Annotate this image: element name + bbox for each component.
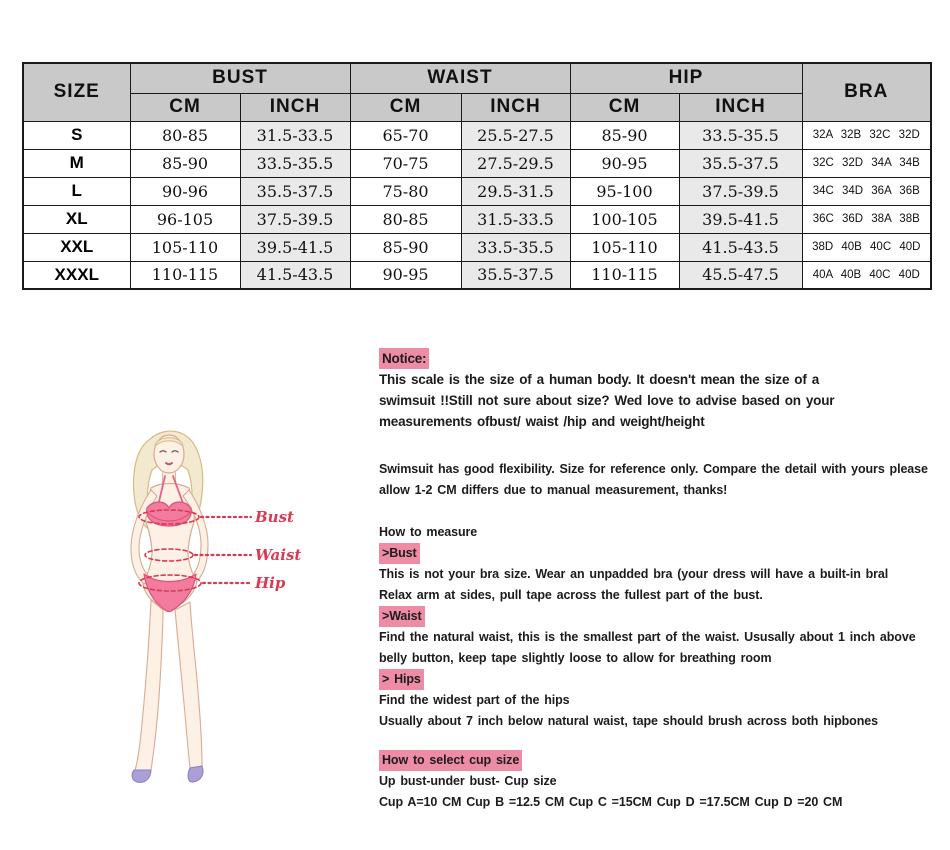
header-bust-cm: CM (130, 93, 240, 121)
notice-line: swimsuit !!Still not sure about size? Wed love to advise based on your (379, 393, 835, 408)
cell-bra: 32A 32B 32C 32D (802, 121, 931, 149)
waist-label: Waist (255, 546, 302, 564)
cell-bra: 40A 40B 40C 40D (802, 261, 931, 289)
cell-hip-cm: 90-95 (570, 149, 679, 177)
waist-instruction-line: Find the natural waist, this is the smallest part of the waist. Ususally about 1 inch above (379, 630, 916, 644)
header-waist-inch: INCH (461, 93, 570, 121)
notice-heading (379, 348, 939, 369)
notice-line: measurements ofbust/ waist /hip and weight/height (379, 414, 705, 429)
flexibility-line: Swimsuit has good flexibility. Size for reference only. Compare the detail with yours please (379, 462, 928, 476)
header-hip: HIP (570, 63, 802, 93)
hips-instruction-line: Find the widest part of the hips (379, 693, 570, 707)
header-hip-inch: INCH (679, 93, 802, 121)
hips-heading (379, 669, 939, 690)
cell-waist-cm: 90-95 (350, 261, 461, 289)
cell-hip-cm: 100-105 (570, 205, 679, 233)
notice-line: This scale is the size of a human body. It doesn't mean the size of a (379, 372, 820, 387)
info-column (379, 348, 939, 813)
table-row (23, 149, 931, 177)
cell-bust-inch: 33.5-35.5 (240, 149, 350, 177)
header-waist: WAIST (350, 63, 570, 93)
figure-left-shoe (132, 770, 151, 782)
cell-bust-cm: 105-110 (130, 233, 240, 261)
hips-heading-label: > Hips (379, 669, 424, 690)
cell-bra: 38D 40B 40C 40D (802, 233, 931, 261)
bust-label: Bust (255, 508, 294, 526)
cell-bra: 34C 34D 36A 36B (802, 177, 931, 205)
header-bust: BUST (130, 63, 350, 93)
figure-illustration (105, 424, 370, 824)
table-row (23, 177, 931, 205)
cell-bust-inch: 39.5-41.5 (240, 233, 350, 261)
table-row (23, 261, 931, 289)
cell-bust-cm: 80-85 (130, 121, 240, 149)
cell-bust-cm: 96-105 (130, 205, 240, 233)
figure-right-leg (175, 602, 202, 768)
cup-size-line: Up bust-under bust- Cup size (379, 774, 557, 788)
cell-waist-inch: 25.5-27.5 (461, 121, 570, 149)
header-hip-cm: CM (570, 93, 679, 121)
cell-hip-inch: 33.5-35.5 (679, 121, 802, 149)
cell-bra: 32C 32D 34A 34B (802, 149, 931, 177)
cell-size: L (23, 177, 130, 205)
cell-size: S (23, 121, 130, 149)
cell-bust-inch: 31.5-33.5 (240, 121, 350, 149)
cell-hip-cm: 110-115 (570, 261, 679, 289)
bust-instruction-line: Relax arm at sides, pull tape across the fullest part of the bust. (379, 588, 763, 602)
cell-hip-cm: 105-110 (570, 233, 679, 261)
cell-bust-cm: 90-96 (130, 177, 240, 205)
cell-waist-cm: 70-75 (350, 149, 461, 177)
cell-hip-inch: 39.5-41.5 (679, 205, 802, 233)
cell-bust-inch: 37.5-39.5 (240, 205, 350, 233)
bust-heading-label: >Bust (379, 543, 420, 564)
cell-hip-cm: 95-100 (570, 177, 679, 205)
cup-size-heading-label: How to select cup size (379, 750, 522, 771)
cell-hip-inch: 41.5-43.5 (679, 233, 802, 261)
size-chart-table (22, 62, 932, 290)
waist-instruction-line: belly button, keep tape slightly loose to allow for breathing room (379, 651, 772, 665)
cell-bust-inch: 35.5-37.5 (240, 177, 350, 205)
cell-waist-cm: 75-80 (350, 177, 461, 205)
cell-hip-inch: 35.5-37.5 (679, 149, 802, 177)
how-to-measure-heading: How to measure (379, 525, 478, 539)
flexibility-line: allow 1-2 CM differs due to manual measurement, thanks! (379, 483, 728, 497)
header-bust-inch: INCH (240, 93, 350, 121)
cell-bust-cm: 110-115 (130, 261, 240, 289)
measurement-figure (105, 424, 370, 829)
cell-waist-inch: 35.5-37.5 (461, 261, 570, 289)
header-bra: BRA (802, 63, 931, 121)
bust-heading (379, 543, 939, 564)
notice-heading-label: Notice: (379, 348, 429, 369)
cell-bust-cm: 85-90 (130, 149, 240, 177)
cell-hip-inch: 45.5-47.5 (679, 261, 802, 289)
cell-hip-cm: 85-90 (570, 121, 679, 149)
cell-size: XL (23, 205, 130, 233)
cell-waist-cm: 85-90 (350, 233, 461, 261)
header-size: SIZE (23, 63, 130, 121)
cell-size: M (23, 149, 130, 177)
figure-right-shoe (188, 766, 203, 782)
cell-size: XXXL (23, 261, 130, 289)
hip-label: Hip (255, 574, 286, 592)
cell-waist-cm: 65-70 (350, 121, 461, 149)
bust-instruction-line: This is not your bra size. Wear an unpadded bra (your dress will have a built-in bral (379, 567, 889, 581)
table-row (23, 233, 931, 261)
table-row (23, 121, 931, 149)
cell-waist-inch: 33.5-35.5 (461, 233, 570, 261)
cell-waist-inch: 27.5-29.5 (461, 149, 570, 177)
cup-size-heading (379, 750, 939, 771)
hips-instruction-line: Usually about 7 inch below natural waist, tape should brush across both hipbones (379, 714, 878, 728)
cell-size: XXL (23, 233, 130, 261)
header-waist-cm: CM (350, 93, 461, 121)
figure-left-leg (135, 600, 163, 770)
cell-waist-inch: 31.5-33.5 (461, 205, 570, 233)
cell-waist-inch: 29.5-31.5 (461, 177, 570, 205)
cell-bra: 36C 36D 38A 38B (802, 205, 931, 233)
waist-heading-label: >Waist (379, 606, 425, 627)
cell-waist-cm: 80-85 (350, 205, 461, 233)
cell-hip-inch: 37.5-39.5 (679, 177, 802, 205)
cell-bust-inch: 41.5-43.5 (240, 261, 350, 289)
cup-size-line: Cup A=10 CM Cup B =12.5 CM Cup C =15CM Cup D =17.5CM Cup D =20 CM (379, 795, 843, 809)
waist-heading (379, 606, 939, 627)
table-row (23, 205, 931, 233)
